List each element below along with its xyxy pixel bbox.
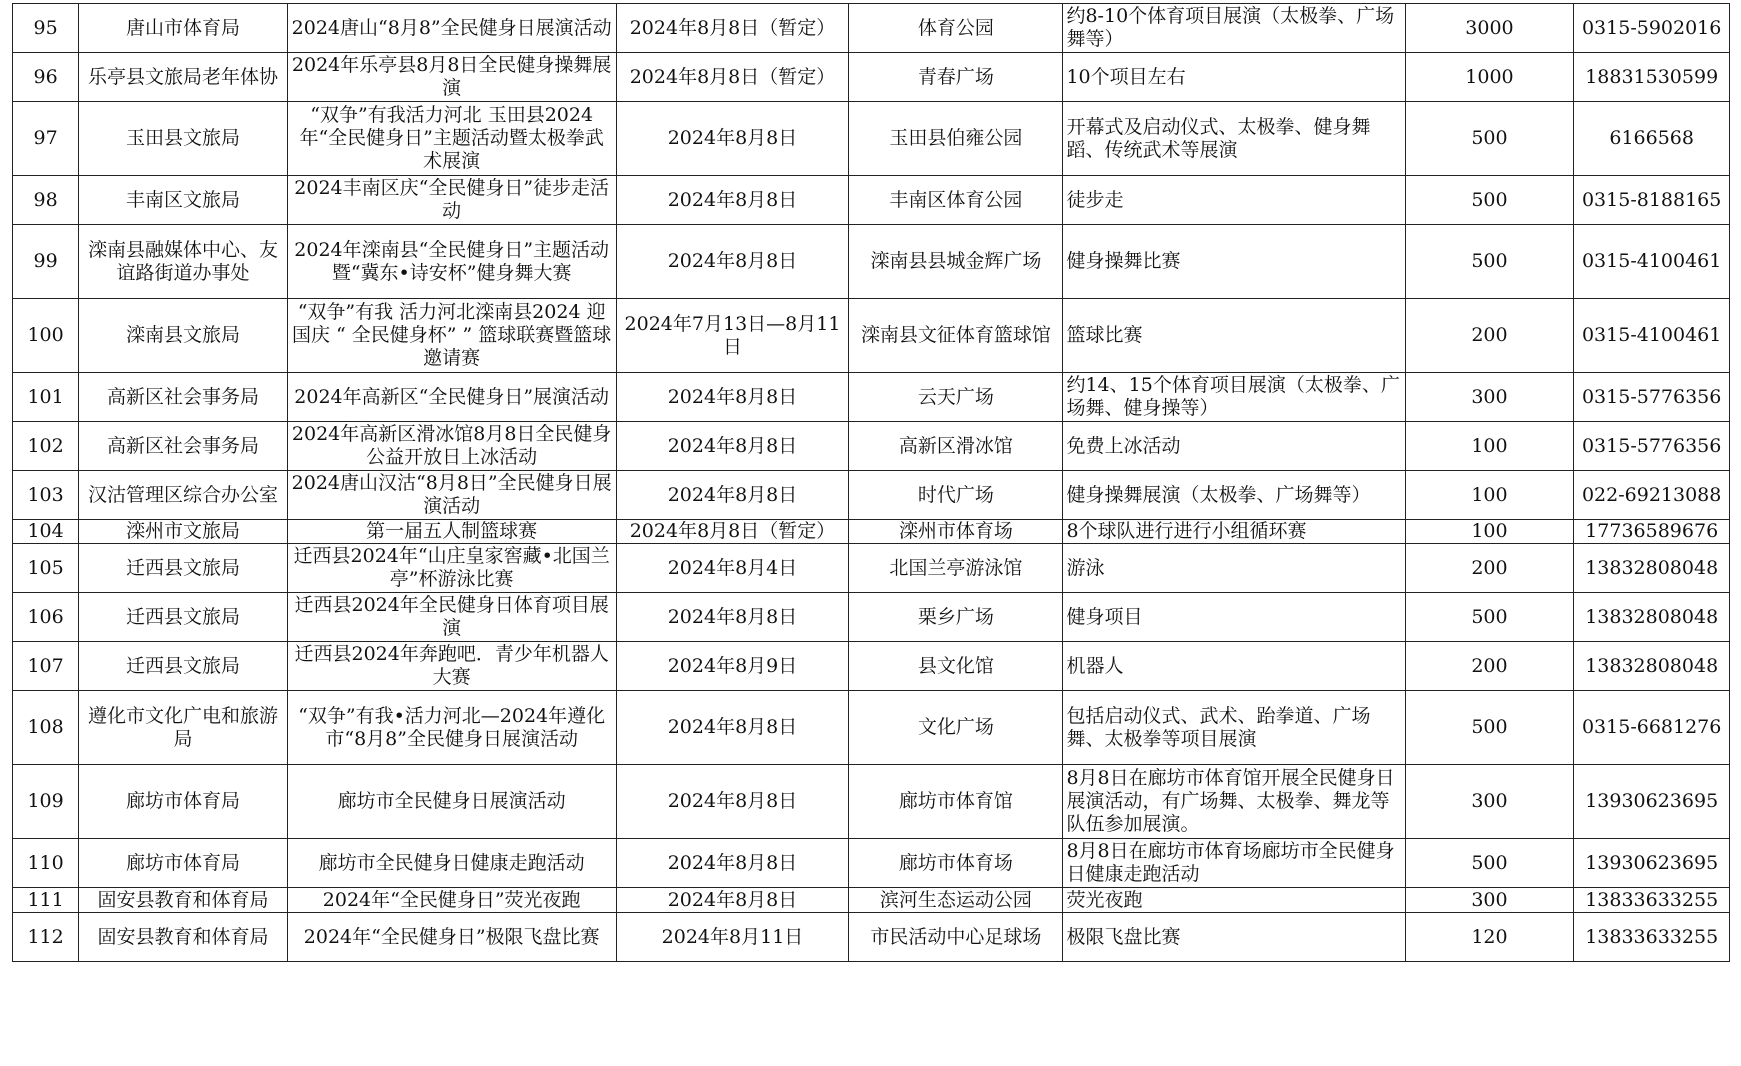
table-row	[13, 520, 1730, 544]
table-row	[13, 642, 1730, 691]
date-cell: 2024年8月8日	[616, 888, 849, 913]
phone-cell: 0315-5776356	[1574, 422, 1730, 471]
phone-cell: 13833633255	[1574, 913, 1730, 962]
activity-name-cell: 廊坊市全民健身日健康走跑活动	[287, 839, 616, 888]
venue-cell: 青春广场	[849, 53, 1063, 102]
activity-name-cell: 迁西县2024年奔跑吧．青少年机器人大赛	[287, 642, 616, 691]
participants-cell: 100	[1405, 422, 1574, 471]
activity-name-cell: 第一届五人制篮球赛	[287, 520, 616, 544]
venue-cell: 丰南区体育公园	[849, 176, 1063, 225]
content-cell: 徒步走	[1063, 176, 1405, 225]
activity-name-cell: 2024年“全民健身日”荧光夜跑	[287, 888, 616, 913]
activity-name-cell: 2024丰南区庆“全民健身日”徒步走活动	[287, 176, 616, 225]
table-row	[13, 225, 1730, 299]
table-row	[13, 691, 1730, 765]
content-cell: 健身项目	[1063, 593, 1405, 642]
activity-name-cell: “双争”有我•活力河北—2024年遵化市“8月8”全民健身日展演活动	[287, 691, 616, 765]
content-cell: 机器人	[1063, 642, 1405, 691]
table-row	[13, 471, 1730, 520]
participants-cell: 500	[1405, 691, 1574, 765]
organizer-cell: 玉田县文旅局	[79, 102, 288, 176]
organizer-cell: 迁西县文旅局	[79, 544, 288, 593]
venue-cell: 市民活动中心足球场	[849, 913, 1063, 962]
content-cell: 8月8日在廊坊市体育馆开展全民健身日展演活动，有广场舞、太极拳、舞龙等队伍参加展演。	[1063, 765, 1405, 839]
venue-cell: 滨河生态运动公园	[849, 888, 1063, 913]
table-row	[13, 176, 1730, 225]
activity-name-cell: 廊坊市全民健身日展演活动	[287, 765, 616, 839]
organizer-cell: 唐山市体育局	[79, 4, 288, 53]
venue-cell: 廊坊市体育馆	[849, 765, 1063, 839]
row-number: 108	[13, 691, 79, 765]
content-cell: 极限飞盘比赛	[1063, 913, 1405, 962]
activity-name-cell: 2024年乐亭县8月8日全民健身操舞展演	[287, 53, 616, 102]
table-row	[13, 4, 1730, 53]
participants-cell: 300	[1405, 888, 1574, 913]
table-row	[13, 765, 1730, 839]
phone-cell: 13832808048	[1574, 642, 1730, 691]
activity-name-cell: 2024唐山汉沽“8月8日”全民健身日展演活动	[287, 471, 616, 520]
venue-cell: 云天广场	[849, 373, 1063, 422]
phone-cell: 0315-4100461	[1574, 225, 1730, 299]
row-number: 98	[13, 176, 79, 225]
date-cell: 2024年8月8日（暂定）	[616, 520, 849, 544]
phone-cell: 18831530599	[1574, 53, 1730, 102]
organizer-cell: 高新区社会事务局	[79, 373, 288, 422]
participants-cell: 500	[1405, 593, 1574, 642]
content-cell: 10个项目左右	[1063, 53, 1405, 102]
table-row	[13, 544, 1730, 593]
table-row	[13, 422, 1730, 471]
phone-cell: 0315-8188165	[1574, 176, 1730, 225]
organizer-cell: 滦南县融媒体中心、友谊路街道办事处	[79, 225, 288, 299]
date-cell: 2024年8月8日	[616, 422, 849, 471]
organizer-cell: 固安县教育和体育局	[79, 888, 288, 913]
organizer-cell: 廊坊市体育局	[79, 765, 288, 839]
organizer-cell: 迁西县文旅局	[79, 642, 288, 691]
date-cell: 2024年8月8日	[616, 176, 849, 225]
date-cell: 2024年8月8日	[616, 471, 849, 520]
content-cell: 8个球队进行进行小组循环赛	[1063, 520, 1405, 544]
date-cell: 2024年8月4日	[616, 544, 849, 593]
table-row	[13, 913, 1730, 962]
venue-cell: 玉田县伯雍公园	[849, 102, 1063, 176]
content-cell: 篮球比赛	[1063, 299, 1405, 373]
phone-cell: 13832808048	[1574, 593, 1730, 642]
participants-cell: 500	[1405, 102, 1574, 176]
venue-cell: 文化广场	[849, 691, 1063, 765]
row-number: 111	[13, 888, 79, 913]
row-number: 101	[13, 373, 79, 422]
row-number: 102	[13, 422, 79, 471]
row-number: 96	[13, 53, 79, 102]
content-cell: 开幕式及启动仪式、太极拳、健身舞蹈、传统武术等展演	[1063, 102, 1405, 176]
venue-cell: 滦南县县城金辉广场	[849, 225, 1063, 299]
phone-cell: 13930623695	[1574, 765, 1730, 839]
organizer-cell: 丰南区文旅局	[79, 176, 288, 225]
row-number: 104	[13, 520, 79, 544]
table-row	[13, 839, 1730, 888]
phone-cell: 0315-5776356	[1574, 373, 1730, 422]
content-cell: 8月8日在廊坊市体育场廊坊市全民健身日健康走跑活动	[1063, 839, 1405, 888]
phone-cell: 17736589676	[1574, 520, 1730, 544]
content-cell: 健身操舞展演（太极拳、广场舞等）	[1063, 471, 1405, 520]
date-cell: 2024年8月8日	[616, 593, 849, 642]
date-cell: 2024年8月8日	[616, 691, 849, 765]
phone-cell: 6166568	[1574, 102, 1730, 176]
venue-cell: 时代广场	[849, 471, 1063, 520]
participants-cell: 1000	[1405, 53, 1574, 102]
activity-name-cell: 迁西县2024年全民健身日体育项目展演	[287, 593, 616, 642]
phone-cell: 0315-4100461	[1574, 299, 1730, 373]
venue-cell: 体育公园	[849, 4, 1063, 53]
row-number: 106	[13, 593, 79, 642]
phone-cell: 0315-5902016	[1574, 4, 1730, 53]
phone-cell: 13930623695	[1574, 839, 1730, 888]
row-number: 100	[13, 299, 79, 373]
row-number: 97	[13, 102, 79, 176]
activity-name-cell: 2024年高新区滑冰馆8月8日全民健身公益开放日上冰活动	[287, 422, 616, 471]
venue-cell: 滦南县文征体育篮球馆	[849, 299, 1063, 373]
activity-name-cell: “双争”有我 活力河北滦南县2024 迎国庆 “ 全民健身杯” ” 篮球联赛暨篮球邀请赛	[287, 299, 616, 373]
date-cell: 2024年8月11日	[616, 913, 849, 962]
date-cell: 2024年8月8日（暂定）	[616, 4, 849, 53]
phone-cell: 022-69213088	[1574, 471, 1730, 520]
table-body	[13, 4, 1730, 962]
organizer-cell: 乐亭县文旅局老年体协	[79, 53, 288, 102]
content-cell: 约14、15个体育项目展演（太极拳、广场舞、健身操等）	[1063, 373, 1405, 422]
row-number: 103	[13, 471, 79, 520]
participants-cell: 100	[1405, 520, 1574, 544]
row-number: 107	[13, 642, 79, 691]
participants-cell: 200	[1405, 299, 1574, 373]
activity-name-cell: 2024唐山“8月8”全民健身日展演活动	[287, 4, 616, 53]
row-number: 95	[13, 4, 79, 53]
participants-cell: 300	[1405, 373, 1574, 422]
participants-cell: 300	[1405, 765, 1574, 839]
organizer-cell: 高新区社会事务局	[79, 422, 288, 471]
row-number: 99	[13, 225, 79, 299]
table-row	[13, 888, 1730, 913]
row-number: 105	[13, 544, 79, 593]
activity-name-cell: 迁西县2024年“山庄皇家窖藏•北国兰亭”杯游泳比赛	[287, 544, 616, 593]
participants-cell: 200	[1405, 642, 1574, 691]
venue-cell: 北国兰亭游泳馆	[849, 544, 1063, 593]
date-cell: 2024年8月8日	[616, 839, 849, 888]
date-cell: 2024年8月8日（暂定）	[616, 53, 849, 102]
venue-cell: 廊坊市体育场	[849, 839, 1063, 888]
phone-cell: 13832808048	[1574, 544, 1730, 593]
row-number: 110	[13, 839, 79, 888]
content-cell: 免费上冰活动	[1063, 422, 1405, 471]
venue-cell: 栗乡广场	[849, 593, 1063, 642]
table-row	[13, 373, 1730, 422]
organizer-cell: 固安县教育和体育局	[79, 913, 288, 962]
table-row	[13, 593, 1730, 642]
organizer-cell: 汉沽管理区综合办公室	[79, 471, 288, 520]
activity-name-cell: 2024年滦南县“全民健身日”主题活动暨“冀东•诗安杯”健身舞大赛	[287, 225, 616, 299]
date-cell: 2024年8月8日	[616, 373, 849, 422]
organizer-cell: 廊坊市体育局	[79, 839, 288, 888]
participants-cell: 100	[1405, 471, 1574, 520]
date-cell: 2024年8月9日	[616, 642, 849, 691]
organizer-cell: 遵化市文化广电和旅游局	[79, 691, 288, 765]
activity-name-cell: “双争”有我活力河北 玉田县2024年“全民健身日”主题活动暨太极拳武术展演	[287, 102, 616, 176]
participants-cell: 500	[1405, 839, 1574, 888]
content-cell: 约8-10个体育项目展演（太极拳、广场舞等）	[1063, 4, 1405, 53]
date-cell: 2024年8月8日	[616, 102, 849, 176]
content-cell: 健身操舞比赛	[1063, 225, 1405, 299]
venue-cell: 高新区滑冰馆	[849, 422, 1063, 471]
phone-cell: 13833633255	[1574, 888, 1730, 913]
date-cell: 2024年8月8日	[616, 765, 849, 839]
organizer-cell: 滦州市文旅局	[79, 520, 288, 544]
table-row	[13, 102, 1730, 176]
participants-cell: 500	[1405, 176, 1574, 225]
participants-cell: 120	[1405, 913, 1574, 962]
date-cell: 2024年8月8日	[616, 225, 849, 299]
participants-cell: 3000	[1405, 4, 1574, 53]
venue-cell: 滦州市体育场	[849, 520, 1063, 544]
participants-cell: 500	[1405, 225, 1574, 299]
table-row	[13, 299, 1730, 373]
activity-name-cell: 2024年“全民健身日”极限飞盘比赛	[287, 913, 616, 962]
content-cell: 游泳	[1063, 544, 1405, 593]
organizer-cell: 滦南县文旅局	[79, 299, 288, 373]
activity-table	[12, 3, 1730, 962]
venue-cell: 县文化馆	[849, 642, 1063, 691]
row-number: 109	[13, 765, 79, 839]
content-cell: 荧光夜跑	[1063, 888, 1405, 913]
content-cell: 包括启动仪式、武术、跆拳道、广场舞、太极拳等项目展演	[1063, 691, 1405, 765]
row-number: 112	[13, 913, 79, 962]
date-cell: 2024年7月13日—8月11日	[616, 299, 849, 373]
participants-cell: 200	[1405, 544, 1574, 593]
phone-cell: 0315-6681276	[1574, 691, 1730, 765]
organizer-cell: 迁西县文旅局	[79, 593, 288, 642]
activity-name-cell: 2024年高新区“全民健身日”展演活动	[287, 373, 616, 422]
table-row	[13, 53, 1730, 102]
